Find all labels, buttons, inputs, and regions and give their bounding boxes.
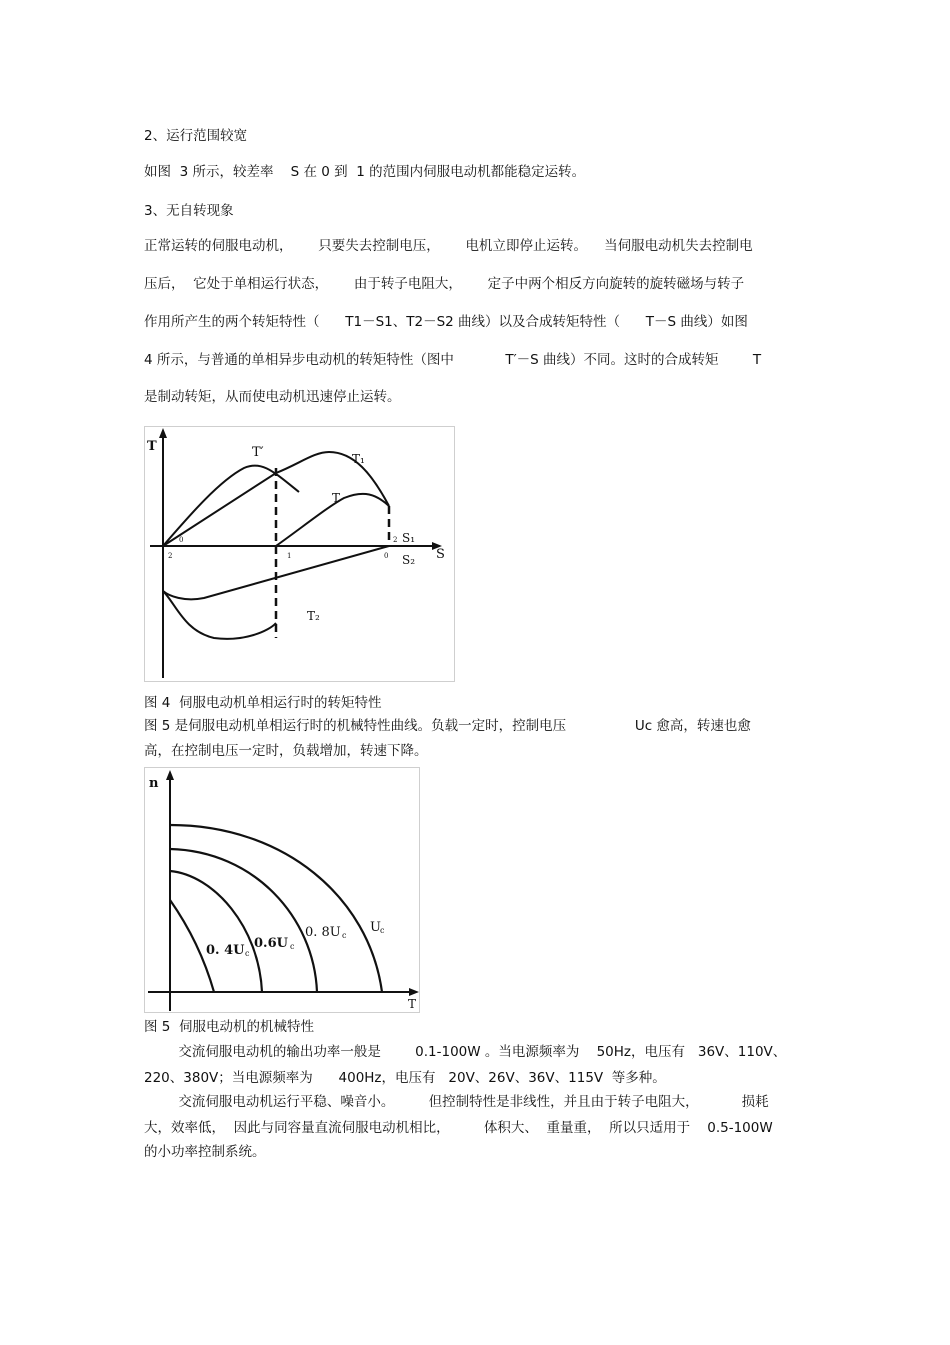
fig5-n-axis-arrow — [166, 770, 174, 780]
fig5-label-n-axis: n — [149, 776, 159, 791]
fig4-label-t: T — [332, 491, 341, 505]
fig5-label-t-axis: T — [408, 997, 417, 1011]
fig4-label-s-right-top: 2 — [393, 536, 398, 544]
closing-line-2: 220、380V；当电源频率为 400Hz，电压有 20V、26V、36V、115V 等多种。 — [144, 1070, 666, 1086]
fig5-curve-uc — [170, 825, 382, 992]
section3-line-2: 压后， 它处于单相运行状态， 由于转子电阻大， 定子中两个相反方向旋转的旋转磁场与转子 — [144, 276, 745, 292]
closing-line-1: 交流伺服电动机的输出功率一般是 0.1-100W 。当电源频率为 50Hz，电压有 36V、110V、 — [144, 1044, 787, 1060]
fig5-label-06uc-sub: c — [290, 942, 295, 951]
figure5-caption: 图 5 伺服电动机的机械特性 — [144, 1019, 314, 1035]
fig5-label-08uc: 0. 8U — [305, 925, 341, 940]
fig4-label-s1: S₁ — [402, 531, 416, 545]
fig4-label-s-right-bottom: 0 — [384, 552, 389, 560]
fig5-t-axis-arrow — [409, 988, 419, 996]
fig5-label-08uc-sub: c — [342, 931, 347, 940]
closing-line-3: 交流伺服电动机运行平稳、噪音小。 但控制特性是非线性，并且由于转子电阻大， 损耗 — [144, 1094, 769, 1110]
figure5-mechanical-characteristic — [144, 767, 420, 1013]
fig4-label-zero-top: 0 — [179, 536, 184, 544]
section3-line-4: 4 所示，与普通的单相异步电动机的转矩特性（图中 T′－S 曲线）不同。这时的合成转矩 T — [144, 352, 762, 368]
section3-line-1: 正常运转的伺服电动机， 只要失去控制电压， 电机立即停止运转。 当伺服电动机失去控制电 — [144, 238, 753, 254]
fig5-paragraph-line-2: 高，在控制电压一定时，负载增加，转速下降。 — [144, 743, 428, 759]
fig4-label-zero-left: 2 — [168, 552, 173, 560]
fig4-label-s-axis: S — [436, 547, 445, 562]
fig4-label-t-axis: T — [147, 439, 157, 454]
section3-heading: 3、无自转现象 — [144, 203, 234, 219]
fig5-curve-06uc — [170, 871, 262, 992]
fig5-label-04uc-sub: c — [245, 949, 250, 958]
fig5-label-06uc: 0.6U — [254, 936, 288, 951]
fig5-label-04uc: 0. 4U — [206, 943, 245, 958]
section3-line-5: 是制动转矩，从而使电动机迅速停止运转。 — [144, 389, 401, 405]
fig4-t-axis-arrow — [159, 428, 167, 438]
fig5-label-uc-sub: c — [380, 926, 385, 935]
figure4-torque-characteristic — [144, 426, 455, 682]
fig4-label-t-prime: T′ — [252, 445, 264, 460]
fig4-label-s2: S₂ — [402, 553, 416, 567]
fig5-paragraph-line-1: 图 5 是伺服电动机单相运行时的机械特性曲线。负载一定时，控制电压 Uc 愈高，转速也愈 — [144, 718, 751, 734]
section2-text: 如图 3 所示，较差率 S 在 0 到 1 的范围内伺服电动机都能稳定运转。 — [144, 164, 586, 180]
section3-line-3: 作用所产生的两个转矩特性（ T1－S1、T2－S2 曲线）以及合成转矩特性（ T－S 曲线）如图 — [144, 314, 748, 330]
fig5-label-uc: U — [370, 920, 381, 935]
fig4-label-t1: T₁ — [352, 452, 365, 466]
fig5-curve-08uc — [170, 849, 317, 992]
figure4-caption: 图 4 伺服电动机单相运行时的转矩特性 — [144, 695, 382, 711]
fig4-label-t2: T₂ — [307, 609, 320, 623]
closing-line-5: 的小功率控制系统。 — [144, 1144, 266, 1160]
section2-heading: 2、运行范围较宽 — [144, 128, 248, 144]
fig4-label-one-mid: 1 — [287, 552, 292, 560]
closing-line-4: 大，效率低， 因此与同容量直流伺服电动机相比， 体积大、 重量重， 所以只适用于 0.5-100W — [144, 1120, 773, 1136]
